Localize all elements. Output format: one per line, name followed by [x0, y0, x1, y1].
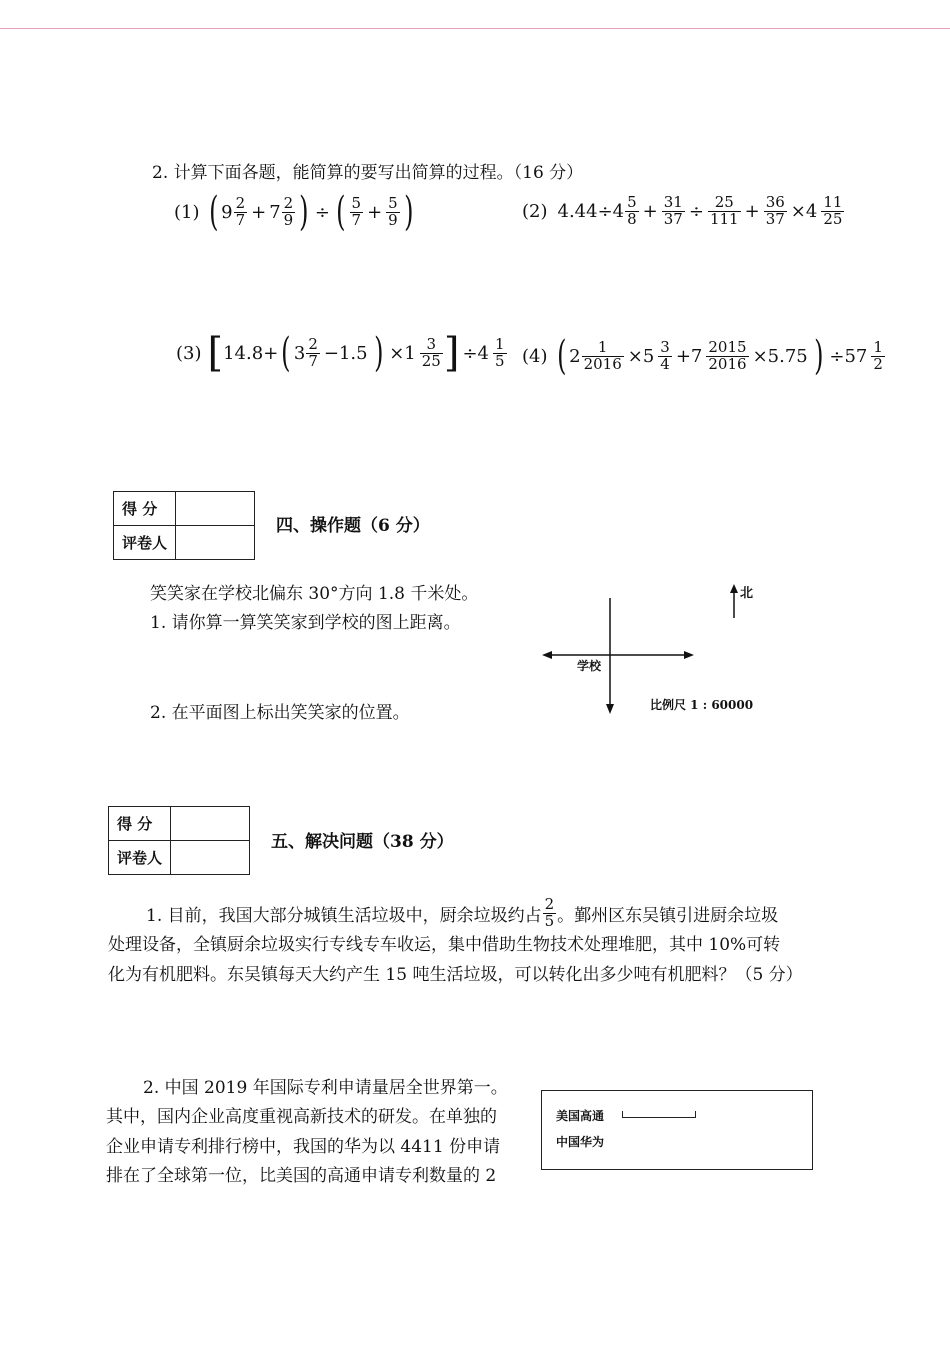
score-box-section5	[108, 806, 250, 875]
south-arrow	[606, 704, 614, 714]
east-arrow	[684, 651, 694, 659]
problem-5-2-line-4: 排在了全球第一位，比美国的高通申请专利数量的 2	[106, 1166, 497, 1186]
problem-2: (2) 4.44÷4 $\frac{5}{8}$ + $\frac{31}{37}$ ÷ $\frac{25}{111}$ + $\frac{36}{37}$ ×4 $\frac{11}{25}$	[522, 193, 843, 228]
problem-4: (4) ( 2 $\frac{1}{2016}$ ×5 $\frac{3}{4}$ +7 $\frac{2015}{2016}$ ×5.75 ) ÷57 $\frac{1}{2}$	[522, 333, 883, 379]
score-label: 得 分	[114, 492, 176, 526]
section5-title: 五、解决问题（38 分）	[271, 832, 454, 852]
fraction: $\frac{5}{8}$	[627, 193, 637, 228]
section4-intro: 笑笑家在学校北偏东 30°方向 1.8 千米处。	[150, 584, 479, 604]
section4-title: 四、操作题（6 分）	[276, 516, 430, 536]
fraction: $\frac{5}{9}$	[388, 193, 398, 229]
north-arrow-icon	[730, 584, 738, 593]
problem-5-1-line-3: 化为有机肥料。东吴镇每天大约产生 15 吨生活垃圾，可以转化出多少吨有机肥料？（5 分）	[108, 965, 803, 985]
problem-label: (1)	[174, 201, 200, 223]
qualcomm-bar	[622, 1111, 696, 1118]
school-label: 学校	[577, 659, 602, 673]
fraction: $\frac{2}{5}$	[544, 895, 555, 930]
calc-section-title: 2. 计算下面各题，能简算的要写出简算的过程。（16 分）	[152, 163, 584, 183]
problem-5-2-line-2: 其中，国内企业高度重视高新技术的研发。在单独的	[106, 1107, 497, 1127]
fraction: $\frac{11}{25}$	[823, 193, 843, 228]
problem-5-2-line-1: 2. 中国 2019 年国际专利申请量居全世界第一。	[143, 1078, 508, 1098]
fraction: $\frac{3}{25}$	[421, 334, 441, 370]
section4-question-1: 1. 请你算一算笑笑家到学校的图上距离。	[150, 613, 461, 633]
huawei-label: 中国华为	[556, 1135, 605, 1149]
score-cell[interactable]	[171, 807, 250, 841]
fraction: $\frac{5}{7}$	[351, 193, 362, 229]
fraction: $\frac{25}{111}$	[709, 193, 739, 228]
problem-label: (2)	[522, 200, 548, 222]
section4-question-2: 2. 在平面图上标出笑笑家的位置。	[150, 703, 410, 723]
page-top-border	[0, 28, 950, 29]
problem-5-2-line-3: 企业申请专利排行榜中，我国的华为以 4411 份申请	[106, 1137, 501, 1157]
fraction: $\frac{31}{37}$	[663, 193, 683, 228]
score-label: 得 分	[109, 807, 171, 841]
fraction: $\frac{2}{7}$	[308, 334, 318, 370]
fraction: $\frac{1}{2016}$	[583, 337, 622, 373]
problem-3: (3) [ 14.8+ ( 3 $\frac{2}{7}$ −1.5 ) ×1 $\frac{3}{25}$ ] ÷4 $\frac{1}{5}$	[176, 330, 505, 376]
problem-1: (1) ( 9 $\frac{2}{7}$ + 7 $\frac{2}{9}$ ) ÷ ( $\frac{5}{7}$ + $\frac{5}{9}$ )	[174, 189, 414, 235]
fraction: $\frac{3}{4}$	[660, 337, 670, 373]
problem-label: (3)	[176, 342, 202, 364]
fraction: $\frac{2}{7}$	[235, 193, 246, 229]
north-label: 北	[740, 586, 754, 601]
score-cell[interactable]	[176, 492, 255, 526]
fraction: $\frac{1}{5}$	[495, 334, 505, 370]
fraction: $\frac{2}{9}$	[283, 193, 294, 229]
score-box-section4	[113, 491, 255, 560]
problem-5-1-line-2: 处理设备，全镇厨余垃圾实行专线专车收运，集中借助生物技术处理堆肥，其中 10%可转	[108, 935, 781, 955]
west-arrow	[542, 651, 552, 659]
grader-cell[interactable]	[171, 841, 250, 875]
problem-5-1-line-1: 1. 目前，我国大部分城镇生活垃圾中，厨余垃圾约占 $\frac{2}{5}$ 。鄞州区东吴镇引进厨余垃圾	[146, 895, 779, 930]
grader-label: 评卷人	[109, 841, 171, 875]
patent-comparison-box	[541, 1090, 813, 1170]
qualcomm-label: 美国高通	[556, 1109, 605, 1123]
fraction: $\frac{1}{2}$	[873, 337, 883, 373]
grader-label: 评卷人	[114, 526, 176, 560]
fraction: $\frac{2015}{2016}$	[708, 337, 747, 373]
grader-cell[interactable]	[176, 526, 255, 560]
fraction: $\frac{36}{37}$	[765, 193, 785, 228]
problem-label: (4)	[522, 345, 548, 367]
map-scale: 比例尺 1 : 60000	[650, 698, 754, 712]
